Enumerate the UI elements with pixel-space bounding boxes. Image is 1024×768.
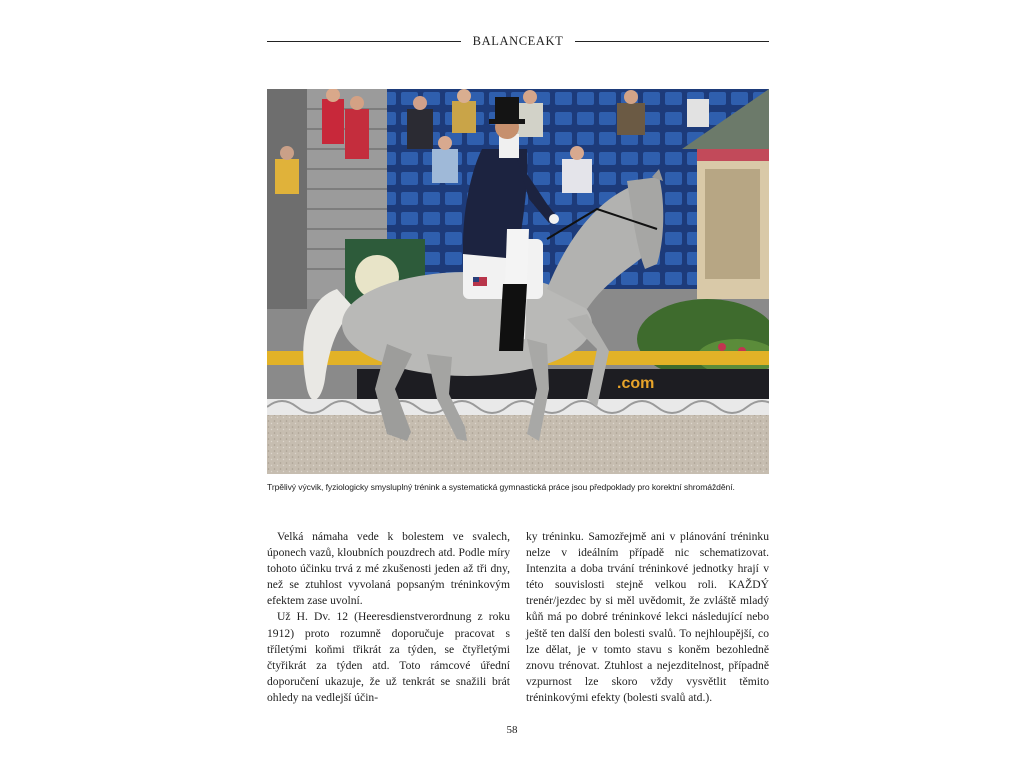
text-column-right [526, 529, 769, 706]
paragraph: Velká námaha vede k bolestem ve svalech, úponech vazů, kloubních pouzdrech atd. Podle míry tohoto účinku trvá z mé zkušenosti jeden až tři dny, než se ztuhlost vyvolaná popsaným tréninkovým efektem zase uvolní. [267, 530, 510, 608]
banner-text: .com [617, 375, 655, 392]
figure-caption: Trpělivý výcvik, fyziologicky smysluplný trénink a systematická gymnastická práce jsou předpoklady pro korektní shromáždění. [267, 482, 735, 492]
header-rule-left [267, 41, 461, 42]
running-header-title: BALANCEAKT [472, 33, 564, 48]
page-number: 58 [506, 724, 518, 736]
paragraph: ky tréninku. Samozřejmě ani v plánování tréninku nelze v ideálním případě nic schematizovat. Intenzita a doba trvání tréninkové jednotky hrají v této souvislosti stejně velkou roli. KAŽDÝ trenér/jezdec by si měl uvědomit, že zvláště mladý kůň má po dobré tréninkové lekci následující nebo ještě ten další den bolesti svalů. To nejhloupější, co lze dělat, je v tomto stavu s koněm bezohledně znovu trénovat. Ztuhlost a nejezditelnost, případně vzpurnost lze skoro vždy vysvětlit těmito tréninkovými efekty (bolesti svalů atd.). [526, 530, 769, 704]
arena-sand [267, 415, 769, 474]
paragraph: Už H. Dv. 12 (Heeresdienstverordnung z roku 1912) proto rozumně doporučuje pracovat s tříletými koňmi třikrát za týden, se čtyřletými čtyřikrát za týden atd. Toto rámcové úřední doporučení ukazuje, že už tenkrát se snažili brát ohledy na vedlejší účin- [267, 610, 510, 704]
header-rule-right [575, 41, 769, 42]
running-header [267, 33, 769, 49]
text-column-left [267, 529, 510, 706]
dressage-photo [267, 89, 769, 474]
